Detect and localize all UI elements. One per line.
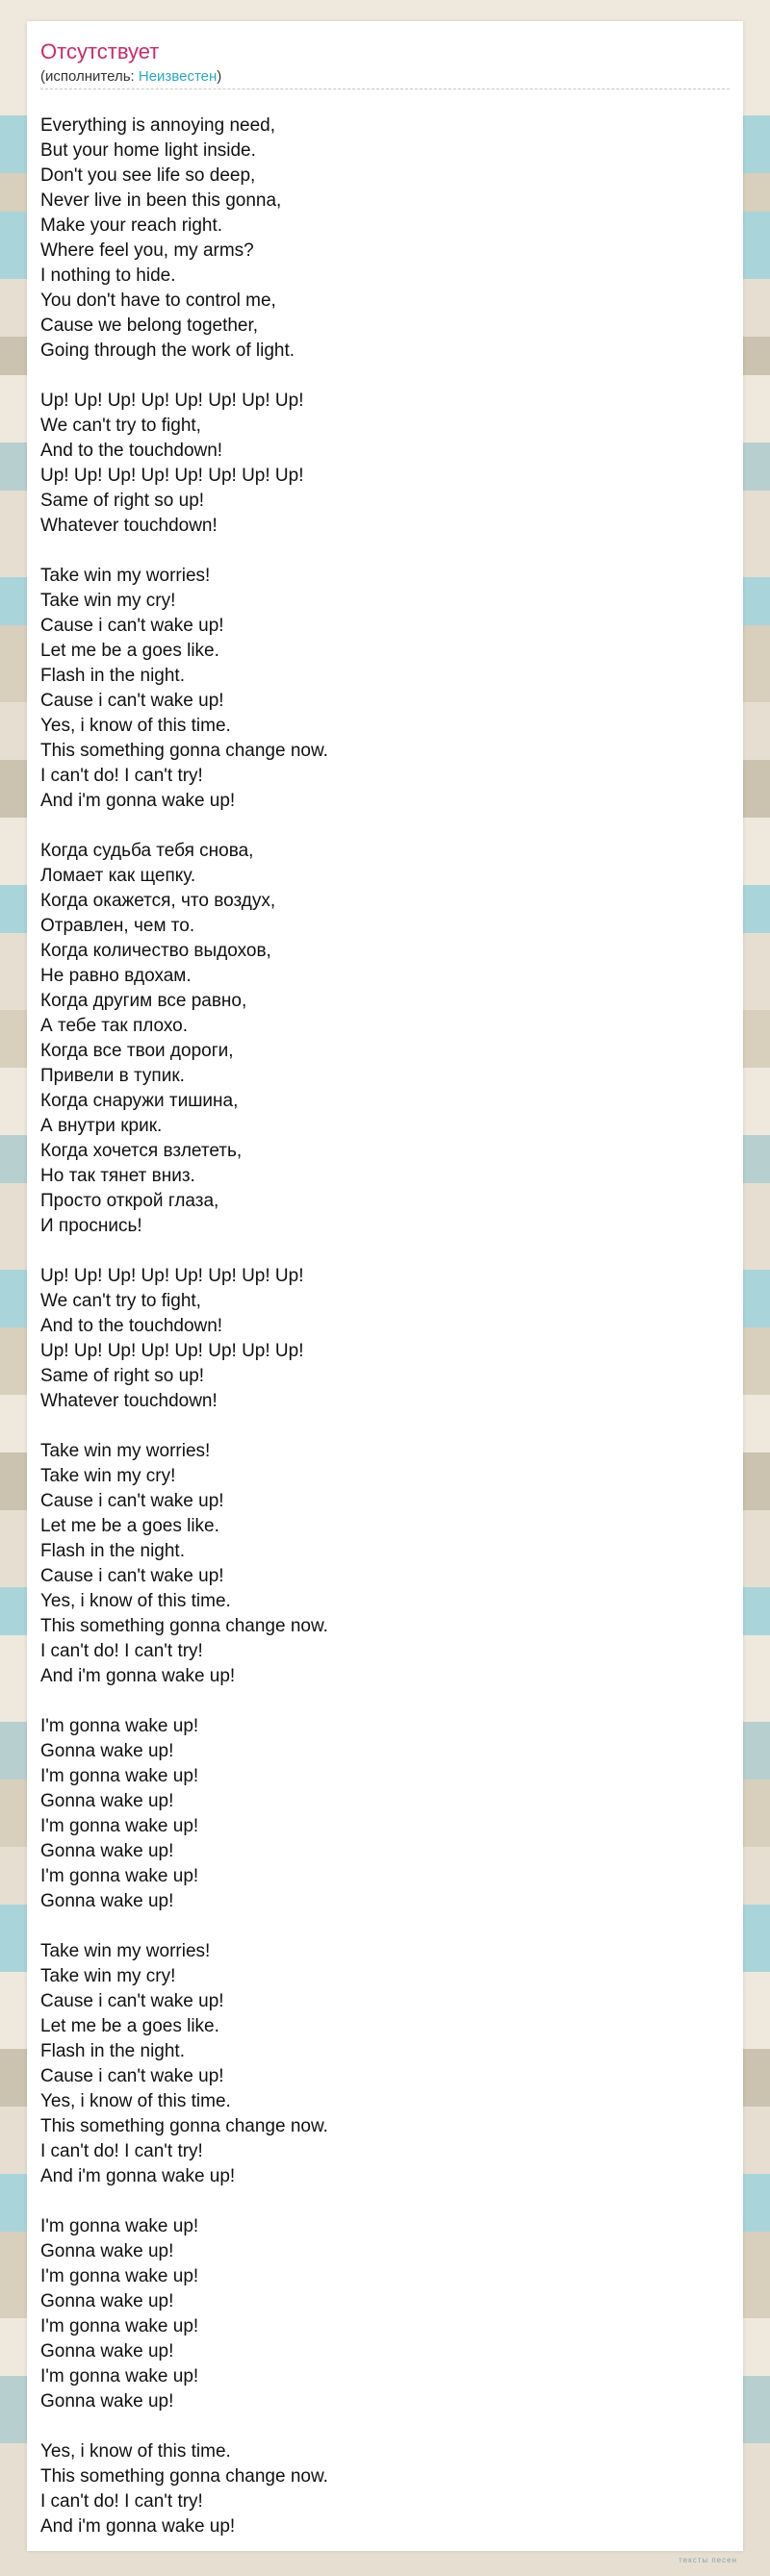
song-title: Отсутствует — [40, 39, 160, 63]
logo-subtitle: тексты песен — [679, 2556, 737, 2564]
artist-line — [40, 68, 221, 86]
header-divider — [40, 88, 730, 89]
lyrics-text: Everything is annoying need, But your home light inside. Don't you see life so deep, Never live in been this gonna, Make your reach right. Where feel you, my arms? I nothing to hide. You don't have to control me, Cause we belong together, Going through the work of light. Up! Up! Up! Up! Up! Up! Up! Up! We can't try to fight, And to the touchdown! Up! Up! Up! Up! Up! Up! Up! Up! Same of right so up! Whatever touchdown! Take win my worries! Take win my cry! Cause i can't wake up! Let me be a goes like. Flash in the night. Cause i can't wake up! Yes, i know of this time. This something gonna change now. I can't do! I can't try! And i'm gonna wake up! Когда судьба тебя снова, Ломает как щепку. Когда окажется, что воздух, Отравлен, чем то. Когда количество выдохов, Не равно вдохам. Когда другим все равно, А тебе так плохо. Когда все твои дороги, Привели в тупик. Когда снаружи тишина, А внутри крик. Когда хочется взлететь, Но так тянет вниз. Просто открой глаза, И проснись! Up! Up! Up! Up! Up! Up! Up! Up! We can't try to fight, And to the touchdown! Up! Up! Up! Up! Up! Up! Up! Up! Same of right so up! Whatever touchdown! Take win my worries! Take win my cry! Cause i can't wake up! Let me be a goes like. Flash in the night. Cause i can't wake up! Yes, i know of this time. This something gonna change now. I can't do! I can't try! And i'm gonna wake up! I'm gonna wake up! Gonna wake up! I'm gonna wake up! Gonna wake up! I'm gonna wake up! Gonna wake up! I'm gonna wake up! Gonna wake up! Take win my worries! Take win my cry! Cause i can't wake up! Let me be a goes like. Flash in the night. Cause i can't wake up! Yes, i know of this time. This something gonna change now. I can't do! I can't try! And i'm gonna wake up! I'm gonna wake up! Gonna wake up! I'm gonna wake up! Gonna wake up! I'm gonna wake up! Gonna wake up! I'm gonna wake up! Gonna wake up! Yes, i know of this time. This something gonna change now. I can't do! I can't try! And i'm gonna wake up! — [40, 115, 328, 2537]
artist-suffix: ) — [217, 68, 222, 85]
artist-prefix: (исполнитель: — [40, 68, 139, 85]
lyrics-card — [27, 21, 743, 2551]
artist-link[interactable]: Неизвестен — [138, 68, 218, 85]
